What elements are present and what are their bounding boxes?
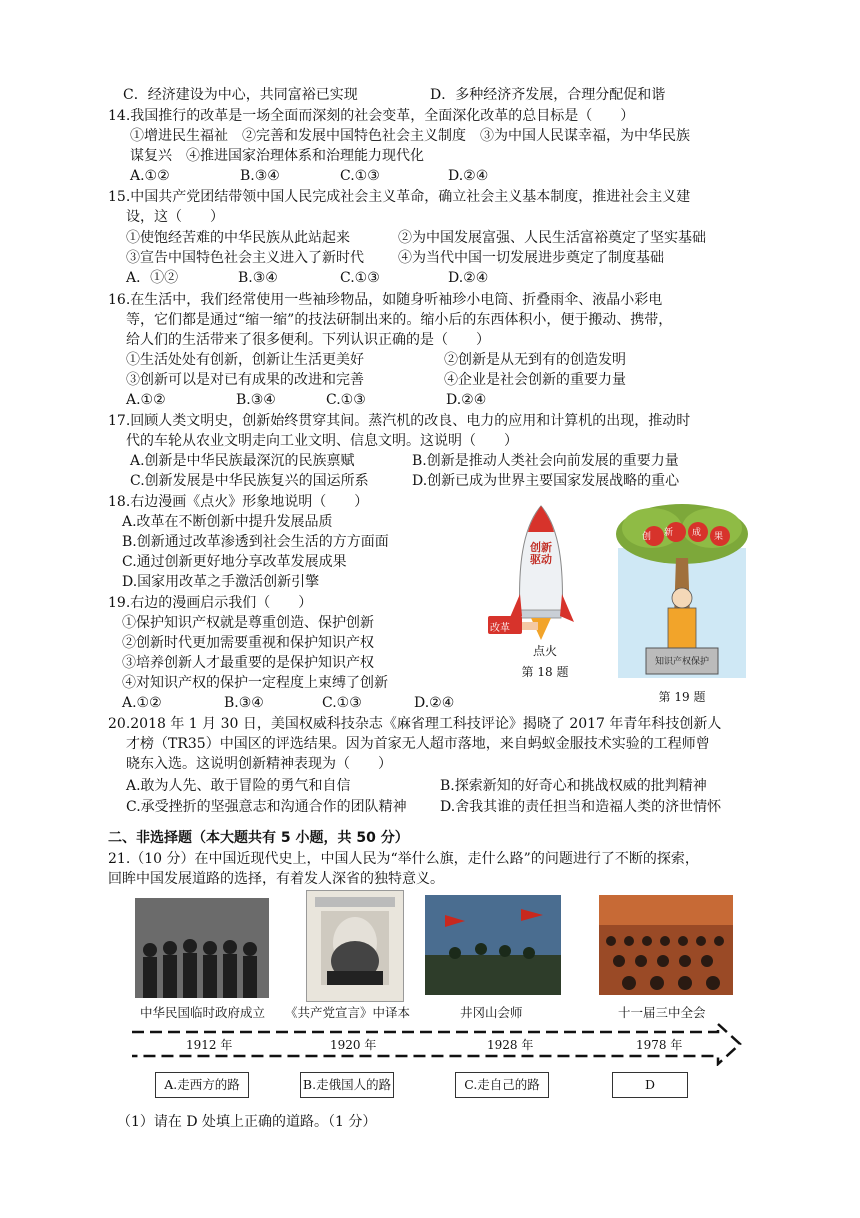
fruit-label-4: 果 [714,532,724,542]
q16-item-1: ①生活处处有创新，创新让生活更美好 [126,352,364,368]
q18-option-d: D.国家用改革之手激活创新引擎 [122,574,320,590]
photo-caption-2: 《共产党宣言》中译本 [285,1005,411,1020]
q13-option-c: C．经济建设为中心，共同富裕已实现 [123,87,358,103]
year-1978: 1978 年 [636,1038,683,1052]
q17-stem-line2: 代的车轮从农业文明走向工业文明、信息文明。这说明（ ） [126,433,518,449]
road-box-b: B.走俄国人的路 [300,1072,394,1098]
road-box-a: A.走西方的路 [155,1072,249,1098]
q14-stem: 14.我国推行的改革是一场全面而深刻的社会变革，全面深化改革的总目标是（ ） [108,108,635,124]
q21-stem-line2: 回眸中国发展道路的选择，有着发人深省的独特意义。 [108,871,444,887]
q18-option-a: A.改革在不断创新中提升发展品质 [122,514,333,530]
q17-option-c: C.创新发展是中华民族复兴的国运所系 [130,473,369,489]
q16-option-c: C.①③ [326,392,366,408]
q20-option-b: B.探索新知的好奇心和挑战权威的批判精神 [440,778,707,794]
q17-option-b: B.创新是推动人类社会向前发展的重要力量 [412,453,679,469]
q15-item-1: ①使饱经苦难的中华民族从此站起来 [126,230,350,246]
year-1928: 1928 年 [487,1038,534,1052]
photo-jinggangshan-meeting [425,895,561,995]
q19-option-b: B.③④ [224,695,264,711]
q16-item-3: ③创新可以是对已有成果的改进和完善 [126,372,364,388]
q20-option-a: A.敢为人先、敢于冒险的勇气和自信 [126,778,351,794]
q19-option-a: A.①② [122,695,162,711]
q14-option-b: B.③④ [240,168,280,184]
photo-caption-4: 十一届三中全会 [618,1005,706,1020]
reform-hand-label: 改革 [490,623,510,634]
q14-items-line2: 谋复兴 ④推进国家治理体系和治理能力现代化 [130,148,424,164]
pot-label: 知识产权保护 [654,657,709,667]
q18-cartoon-title: 点火 [532,644,557,658]
q14-option-d: D.②④ [448,168,489,184]
q14-option-a: A.①② [130,168,170,184]
q19-stem: 19.右边的漫画启示我们（ ） [108,595,313,611]
q20-stem-line1: 20.2018 年 1 月 30 日，美国权威科技杂志《麻省理工科技评论》揭晓了 2017 年青年科技创新人 [108,716,722,732]
q16-stem-line3: 给人们的生活带来了很多便利。下列认识正确的是（ ） [126,332,490,348]
q14-items-line1: ①增进民生福祉 ②完善和发展中国特色社会主义制度 ③为中国人民谋幸福，为中华民族 [130,128,690,144]
q14-option-c: C.①③ [340,168,380,184]
photo-provisional-government [135,898,269,998]
photo-third-plenary-session [599,895,733,995]
q16-item-2: ②创新是从无到有的创造发明 [444,352,626,368]
road-box-c: C.走自己的路 [455,1072,549,1098]
q19-option-d: D.②④ [414,695,455,711]
q13-option-d: D．多种经济齐发展，合理分配促和谐 [430,87,666,103]
q18-option-c: C.通过创新更好地分享改革发展成果 [122,554,347,570]
q21-stem-line1: 21.（10 分）在中国近现代史上，中国人民为“举什么旗，走什么路”的问题进行了不断的探索， [108,851,699,867]
marx-portrait-image [307,891,403,1001]
q17-stem-line1: 17.回顾人类文明史，创新始终贯穿其间。蒸汽机的改良、电力的应用和计算机的出现，推动时 [108,413,691,429]
q20-stem-line2: 才榜（TR35）中国区的评选结果。因为首家无人超市落地，来自蚂蚁金服技术实验的工程师曾 [126,736,710,752]
q18-figure-label: 第 18 题 [521,665,569,679]
q20-option-c: C.承受挫折的坚强意志和沟通合作的团队精神 [126,799,407,815]
q15-option-a: A．①② [126,270,179,286]
photo-caption-1: 中华民国临时政府成立 [140,1005,266,1020]
q15-item-4: ④为当代中国一切发展进步奠定了制度基础 [398,250,664,266]
q16-item-4: ④企业是社会创新的重要力量 [444,372,626,388]
q15-item-3: ③宣告中国特色社会主义进入了新时代 [126,250,364,266]
q19-figure-label: 第 19 题 [658,690,706,704]
photo-caption-3: 井冈山会师 [460,1005,523,1020]
q21-sub-question-1: （1）请在 D 处填上正确的道路。（1 分） [117,1114,377,1130]
q15-option-c: C.①③ [340,270,380,286]
road-box-d[interactable]: D [612,1072,688,1098]
q20-option-d: D.舍我其谁的责任担当和造福人类的济世情怀 [440,799,722,815]
year-1920: 1920 年 [330,1038,377,1052]
fruit-label-3: 成 [692,528,702,538]
q20-stem-line3: 晓东入选。这说明创新精神表现为（ ） [126,756,392,772]
q19-option-c: C.①③ [322,695,362,711]
q16-option-a: A.①② [126,392,166,408]
q17-option-d: D.创新已成为世界主要国家发展战略的重心 [412,473,680,489]
fruit-label-2: 新 [664,528,674,538]
q18-cartoon [486,498,604,683]
q18-stem: 18.右边漫画《点火》形象地说明（ ） [108,494,369,510]
q15-stem-line1: 15.中国共产党团结带领中国人民完成社会主义革命，确立社会主义基本制度，推进社会主义建 [108,189,691,205]
q15-stem-line2: 设，这（ ） [126,209,224,225]
q15-item-2: ②为中国发展富强、人民生活富裕奠定了坚实基础 [398,230,706,246]
q16-option-b: B.③④ [236,392,276,408]
q15-option-b: B.③④ [238,270,278,286]
q19-item-1: ①保护知识产权就是尊重创造、保护创新 [122,615,374,631]
rocket-label: 创新驱动 [530,541,552,566]
year-1912: 1912 年 [186,1038,233,1052]
q19-item-3: ③培养创新人才最重要的是保护知识产权 [122,655,374,671]
q17-option-a: A.创新是中华民族最深沉的民族禀赋 [130,453,355,469]
q18-option-b: B.创新通过改革渗透到社会生活的方方面面 [122,534,389,550]
q16-option-d: D.②④ [446,392,487,408]
q16-stem-line2: 等，它们都是通过“缩一缩”的技法研制出来的。缩小后的东西体积小，便于搬动、携带， [126,312,673,328]
section-title: 二、非选择题（本大题共有 5 小题，共 50 分） [108,830,409,846]
q16-stem-line1: 16.在生活中，我们经常使用一些袖珍物品，如随身听袖珍小电筒、折叠雨伞、液晶小彩电 [108,292,663,308]
q19-item-4: ④对知识产权的保护一定程度上束缚了创新 [122,675,388,691]
conference-image [599,895,733,995]
painting-image [425,895,561,995]
photo-communist-manifesto [306,890,404,1002]
group-photo-image [135,898,269,998]
q15-option-d: D.②④ [448,270,489,286]
q19-cartoon [612,498,752,708]
fruit-label-1: 创 [642,532,652,542]
q19-item-2: ②创新时代更加需要重视和保护知识产权 [122,635,374,651]
